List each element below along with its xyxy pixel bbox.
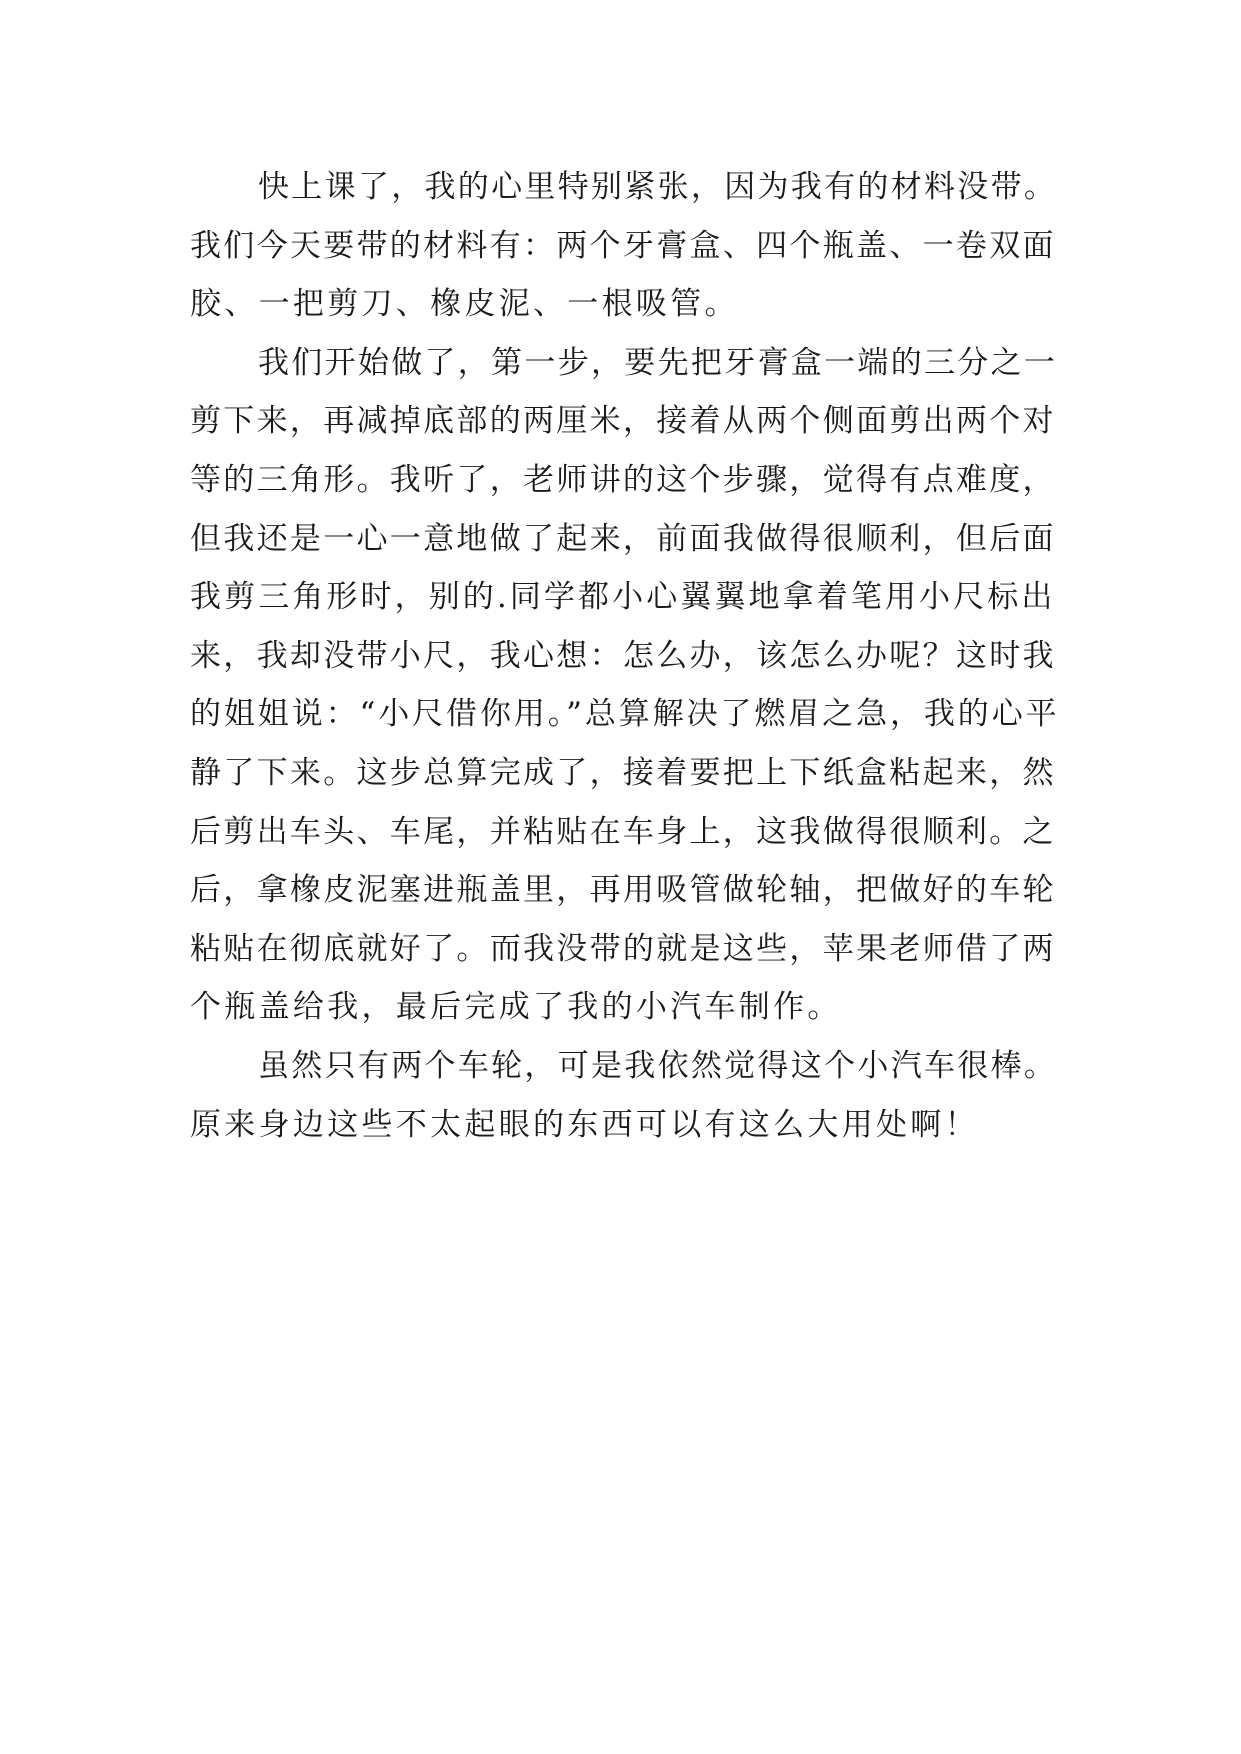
text-line: 粘贴在彻底就好了。而我没带的就是这些，苹果老师借了两 (190, 930, 1056, 967)
text-line: 虽然只有两个车轮，可是我依然觉得这个小汽车很棒。 (258, 1047, 1058, 1084)
text-line: 后，拿橡皮泥塞进瓶盖里，再用吸管做轮轴，把做好的车轮 (190, 872, 1056, 909)
text-line: 快上课了，我的心里特别紧张，因为我有的材料没带。 (258, 169, 1058, 205)
essay-body (190, 158, 1060, 1154)
text-line: 但我还是一心一意地做了起来，前面我做得很顺利，但后面 (190, 520, 1056, 557)
paragraph-2 (190, 334, 1060, 1037)
paragraph-3 (190, 1037, 1060, 1154)
text-line: 剪下来，再减掉底部的两厘米，接着从两个侧面剪出两个对 (190, 403, 1056, 440)
text-line: 来，我却没带小尺，我心想：怎么办，该怎么办呢？这时我 (190, 637, 1056, 674)
text-line: 我剪三角形时，别的.同学都小心翼翼地拿着笔用小尺标出 (190, 579, 1056, 616)
text-line: 的姐姐说：“小尺借你用。”总算解决了燃眉之急，我的心平 (190, 696, 1060, 733)
text-line: 静了下来。这步总算完成了，接着要把上下纸盒粘起来，然 (190, 754, 1056, 791)
text-line: 个瓶盖给我，最后完成了我的小汽车制作。 (190, 989, 842, 1026)
text-line: 胶、一把剪刀、橡皮泥、一根吸管。 (190, 286, 739, 323)
text-line: 我们开始做了，第一步，要先把牙膏盒一端的三分之一 (258, 344, 1058, 381)
text-line: 等的三角形。我听了，老师讲的这个步骤，觉得有点难度， (190, 461, 1056, 498)
text-line: 我们今天要带的材料有：两个牙膏盒、四个瓶盖、一卷双面 (190, 227, 1056, 264)
paragraph-1 (190, 158, 1060, 334)
text-line: 原来身边这些不太起眼的东西可以有这么大用处啊！ (190, 1106, 979, 1143)
text-line: 后剪出车头、车尾，并粘贴在车身上，这我做得很顺利。之 (190, 813, 1056, 850)
